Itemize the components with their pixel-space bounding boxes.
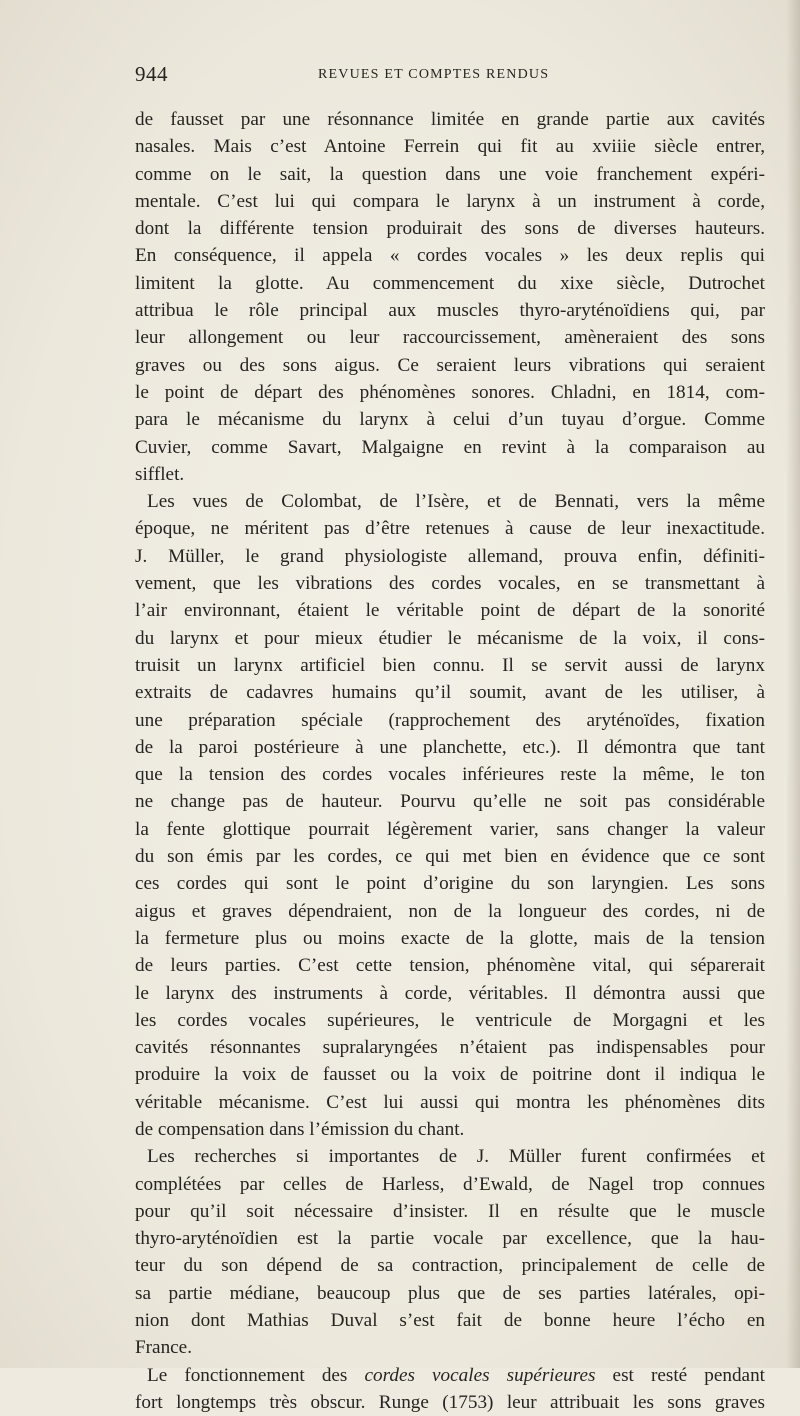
text-line: para le mécanisme du larynx à celui d’un tuyau d’orgue. Comme (135, 409, 765, 431)
text-line: cavités résonnantes supralaryngées n’étaient pas indispensables pour (135, 1037, 765, 1059)
text-line: limitent la glotte. Au commencement du xixe siècle, Dutrochet (135, 272, 765, 294)
text-line: comme on le sait, la question dans une voie franchement expéri- (135, 163, 765, 185)
running-head: REVUES ET COMPTES RENDUS (318, 67, 550, 82)
text-line: truisit un larynx artificiel bien connu. Il se servit aussi de larynx (135, 654, 765, 676)
text-line: une préparation spéciale (rapprochement des aryténoïdes, fixation (135, 709, 765, 731)
text-line: ces cordes qui sont le point d’origine du son laryngien. Les sons (135, 873, 765, 895)
text-line: teur du son dépend de sa contraction, principalement de celle de (135, 1255, 765, 1277)
text-line: aigus et graves dépendraient, non de la longueur des cordes, ni de (135, 900, 765, 922)
italic-term: cordes vocales supérieures (364, 1364, 596, 1386)
text-line: graves ou des sons aigus. Ce seraient leurs vibrations qui seraient (135, 354, 765, 376)
text-line: Cuvier, comme Savart, Malgaigne en revint à la comparaison au (135, 436, 765, 458)
text-line: les cordes vocales supérieures, le ventricule de Morgagni et les (135, 1009, 765, 1031)
text-line: le point de départ des phénomènes sonores. Chladni, en 1814, com- (135, 381, 765, 403)
text-line: attribua le rôle principal aux muscles thyro-aryténoïdiens qui, par (135, 300, 765, 322)
text-line: l’air environnant, étaient le véritable point de départ de la sonorité (135, 600, 765, 622)
text-line: produire la voix de fausset ou la voix de poitrine dont il indiqua le (135, 1064, 765, 1086)
text-line: du son émis par les cordes, ce qui met bien en évidence que ce sont (135, 846, 765, 868)
text-line: extraits de cadavres humains qu’il soumit, avant de les utiliser, à (135, 682, 765, 704)
text-line: ne change pas de hauteur. Pourvu qu’elle ne soit pas considérable (135, 791, 765, 813)
text-line: le larynx des instruments à corde, véritables. Il démontra aussi que (135, 982, 765, 1004)
text-line: J. Müller, le grand physiologiste allemand, prouva enfin, définiti- (135, 545, 765, 567)
paragraph-start-line: Les recherches si importantes de J. Müller furent confirmées et (147, 1146, 765, 1168)
text-line: la fermeture plus ou moins exacte de la glotte, mais de la tension (135, 927, 765, 949)
page-number: 944 (135, 62, 168, 86)
text-line: de fausset par une résonnance limitée en grande partie aux cavités (135, 109, 765, 130)
paragraph-start-line: Les vues de Colombat, de l’Isère, et de Bennati, vers la même (147, 491, 765, 513)
text-line: sifflet. (135, 463, 185, 485)
text-line: la fente glottique pourrait légèrement varier, sans changer la valeur (135, 818, 765, 840)
text-line: de compensation dans l’émission du chant. (135, 1118, 465, 1140)
text-line: fort longtemps très obscur. Runge (1753) leur attribuait les sons graves (135, 1391, 765, 1413)
text-line: de la paroi postérieure à une planchette, etc.). Il démontra que tant (135, 736, 765, 758)
text-line: dont la différente tension produirait des sons de diverses hauteurs. (135, 218, 765, 240)
text-line: que la tension des cordes vocales inférieures reste la même, le ton (135, 764, 765, 786)
text-line: vement, que les vibrations des cordes vocales, en se transmettant à (135, 573, 765, 595)
text-fragment: Le fonctionnement des (147, 1364, 365, 1386)
text-line: En conséquence, il appela « cordes vocales » les deux replis qui (135, 245, 765, 267)
text-line: France. (135, 1337, 193, 1359)
text-line: de leurs parties. C’est cette tension, phénomène vital, qui séparerait (135, 955, 765, 977)
text-line: véritable mécanisme. C’est lui aussi qui montra les phénomènes dits (135, 1091, 765, 1113)
text-line: du larynx et pour mieux étudier le mécanisme de la voix, il cons- (135, 627, 765, 649)
page-edge-shadow (786, 0, 800, 1368)
paragraph-start-line (135, 1362, 765, 1389)
text-line: nion dont Mathias Duval s’est fait de bonne heure l’écho en (135, 1310, 765, 1332)
text-fragment: est resté pendant (595, 1364, 765, 1386)
page-header (135, 62, 765, 92)
text-line: leur allongement ou leur raccourcissement, amèneraient des sons (135, 327, 765, 349)
text-line: sa partie médiane, beaucoup plus que de ses parties latérales, opi- (135, 1282, 765, 1304)
body-text (135, 106, 765, 1416)
text-line: mentale. C’est lui qui compara le larynx à un instrument à corde, (135, 190, 765, 212)
text-line: complétées par celles de Harless, d’Ewald, de Nagel trop connues (135, 1173, 765, 1195)
text-line: thyro-aryténoïdien est la partie vocale par excellence, que la hau- (135, 1228, 765, 1250)
text-line: époque, ne méritent pas d’être retenues à cause de leur inexactitude. (135, 518, 765, 540)
text-line: pour qu’il soit nécessaire d’insister. Il en résulte que le muscle (135, 1200, 765, 1222)
text-line: nasales. Mais c’est Antoine Ferrein qui fit au xviiie siècle entrer, (135, 136, 765, 158)
